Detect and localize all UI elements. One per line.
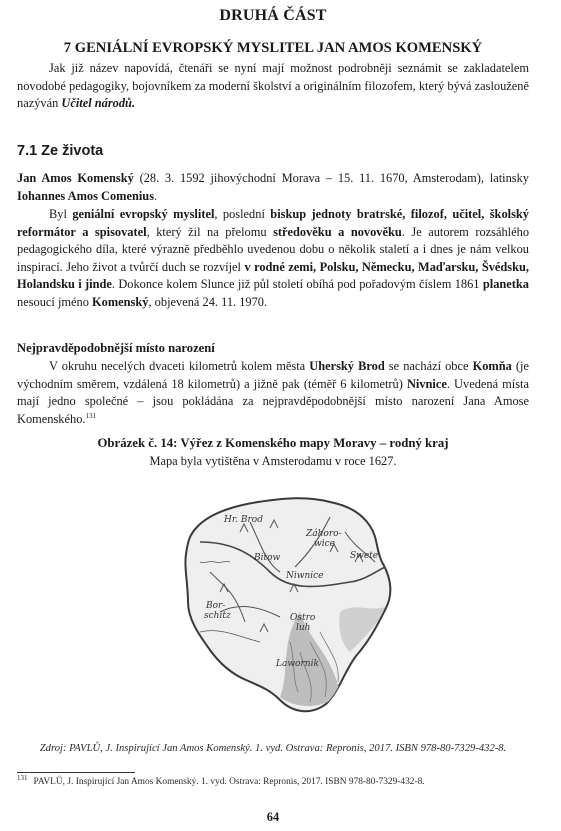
bio-paragraph [17, 170, 529, 205]
intro-text: Jak již název napovídá, čtenáři se nyní mají možnost podrobněji seznámit se zakladatelem novodobé pedagogiky, bojovníkem za moderní školství a originálním filozofem, který bývá zaslouženě nazýván [17, 61, 529, 111]
map-label-zahorowice: Záhoro- [306, 529, 342, 539]
life-bold-1: geniální evropský myslitel [72, 207, 215, 221]
birth-text-2: se nachází obce [384, 359, 473, 373]
bio-dates: (28. 3. 1592 jihovýchodní Morava – 15. 11. 1670, Amsterodam), latinsky [133, 171, 529, 185]
birth-bold-2: Komňa [472, 359, 512, 373]
map-label-bor: Bor- [206, 601, 226, 611]
figure-caption-title: Obrázek č. 14: Výřez z Komenského mapy Moravy – rodný kraj [97, 436, 449, 450]
life-text-3: , který žil na přelomu [146, 224, 274, 239]
intro-paragraph [17, 60, 529, 113]
life-bold-4: v rodné zemi, Polsku, Německu, Maďarsku, Švédsku, Holandsku i jinde [17, 259, 529, 292]
footnote-reference[interactable]: 131 [85, 411, 96, 420]
birth-bold-1: Uherský Brod [309, 359, 385, 373]
latin-name-bold: Iohannes Amos Comenius [17, 188, 155, 203]
map-label-hbrod: Hr. Brod [224, 515, 263, 525]
life-bold-5: planetka [482, 277, 529, 292]
life-text-1: Byl [49, 207, 73, 221]
page-number: 64 [266, 810, 280, 824]
birth-text-4: . Uvedená místa mají jedno společné – jsou pokládána za nejpravděpodobnější místo narození Jana Amose Komenského. [17, 376, 530, 426]
life-text-4: . Je autorem rozsáhlého pedagogického díla, které výrazně předběhlo uvedenou dobu o několik staletí a i dnes je nám velkou inspirací. Jeho život a tvůrčí duch se rozvíjel [17, 224, 530, 274]
map-label-nivnice: Niwnice [286, 571, 324, 581]
life-paragraph [17, 206, 529, 312]
life-bold-3: středověku a novověku [273, 224, 402, 239]
document-page [17, 0, 529, 831]
map-label-zahorowice-2: wice [314, 539, 335, 549]
life-text-6: nesoucí jméno [17, 294, 93, 309]
birth-bold-3: Nivnice [406, 376, 447, 391]
footnote [17, 774, 425, 787]
map-fragment [185, 498, 390, 711]
map-label-swete: Swete [350, 551, 379, 561]
part-title: DRUHÁ ČÁST [219, 7, 327, 24]
life-text-7: , objevená 24. 11. 1970. [148, 294, 268, 309]
life-text-5: . Dokonce kolem Slunce již půl století obíhá pod pořadovým číslem 1861 [111, 277, 483, 292]
bio-end: . [154, 188, 158, 203]
map-label-schitz: schitz [204, 611, 231, 621]
map-label-bitow: Bitow [254, 553, 281, 563]
figure-caption-subtitle: Mapa byla vytištěna v Amsterodamu v roce 1627. [149, 454, 397, 468]
section-heading: 7.1 Ze života [17, 143, 104, 159]
figure-source: Zdroj: PAVLŮ, J. Inspirující Jan Amos Komenský. 1. vyd. Ostrava: Repronis, 2017. ISBN 978-80-7329-432-8. [39, 743, 507, 754]
name-bold: Jan Amos Komenský [17, 171, 134, 185]
life-bold-2: biskup jednoty bratrské, filozof, učitel, školský reformátor a spisovatel [17, 207, 529, 239]
footnote-number: 131 [17, 774, 28, 782]
map-label-lawornik: Lawornik [276, 659, 319, 669]
historic-map-image [180, 492, 404, 718]
life-bold-6: Komenský [92, 294, 149, 309]
birthplace-paragraph [17, 358, 529, 428]
map-label-luh: luh [296, 623, 311, 633]
life-text-2: , poslední [214, 207, 271, 221]
birth-text-1: V okruhu necelých dvaceti kilometrů kolem města [49, 359, 310, 373]
birth-text-3: (je východním směrem, vzdálená 18 kilometrů) a jižně pak (téměř 6 kilometrů) [17, 359, 529, 391]
birthplace-subheading: Nejpravděpodobnější místo narození [17, 341, 215, 355]
footnote-divider [17, 772, 135, 773]
footnote-text: PAVLŮ, J. Inspirující Jan Amos Komenský. 1. vyd. Ostrava: Repronis, 2017. ISBN 978-80-7329-432-8. [33, 777, 425, 788]
map-label-ostro: Ostro [290, 613, 316, 623]
intro-emphasis: Učitel národů. [61, 96, 136, 111]
chapter-title: 7 GENIÁLNÍ EVROPSKÝ MYSLITEL JAN AMOS KOMENSKÝ [63, 40, 483, 56]
